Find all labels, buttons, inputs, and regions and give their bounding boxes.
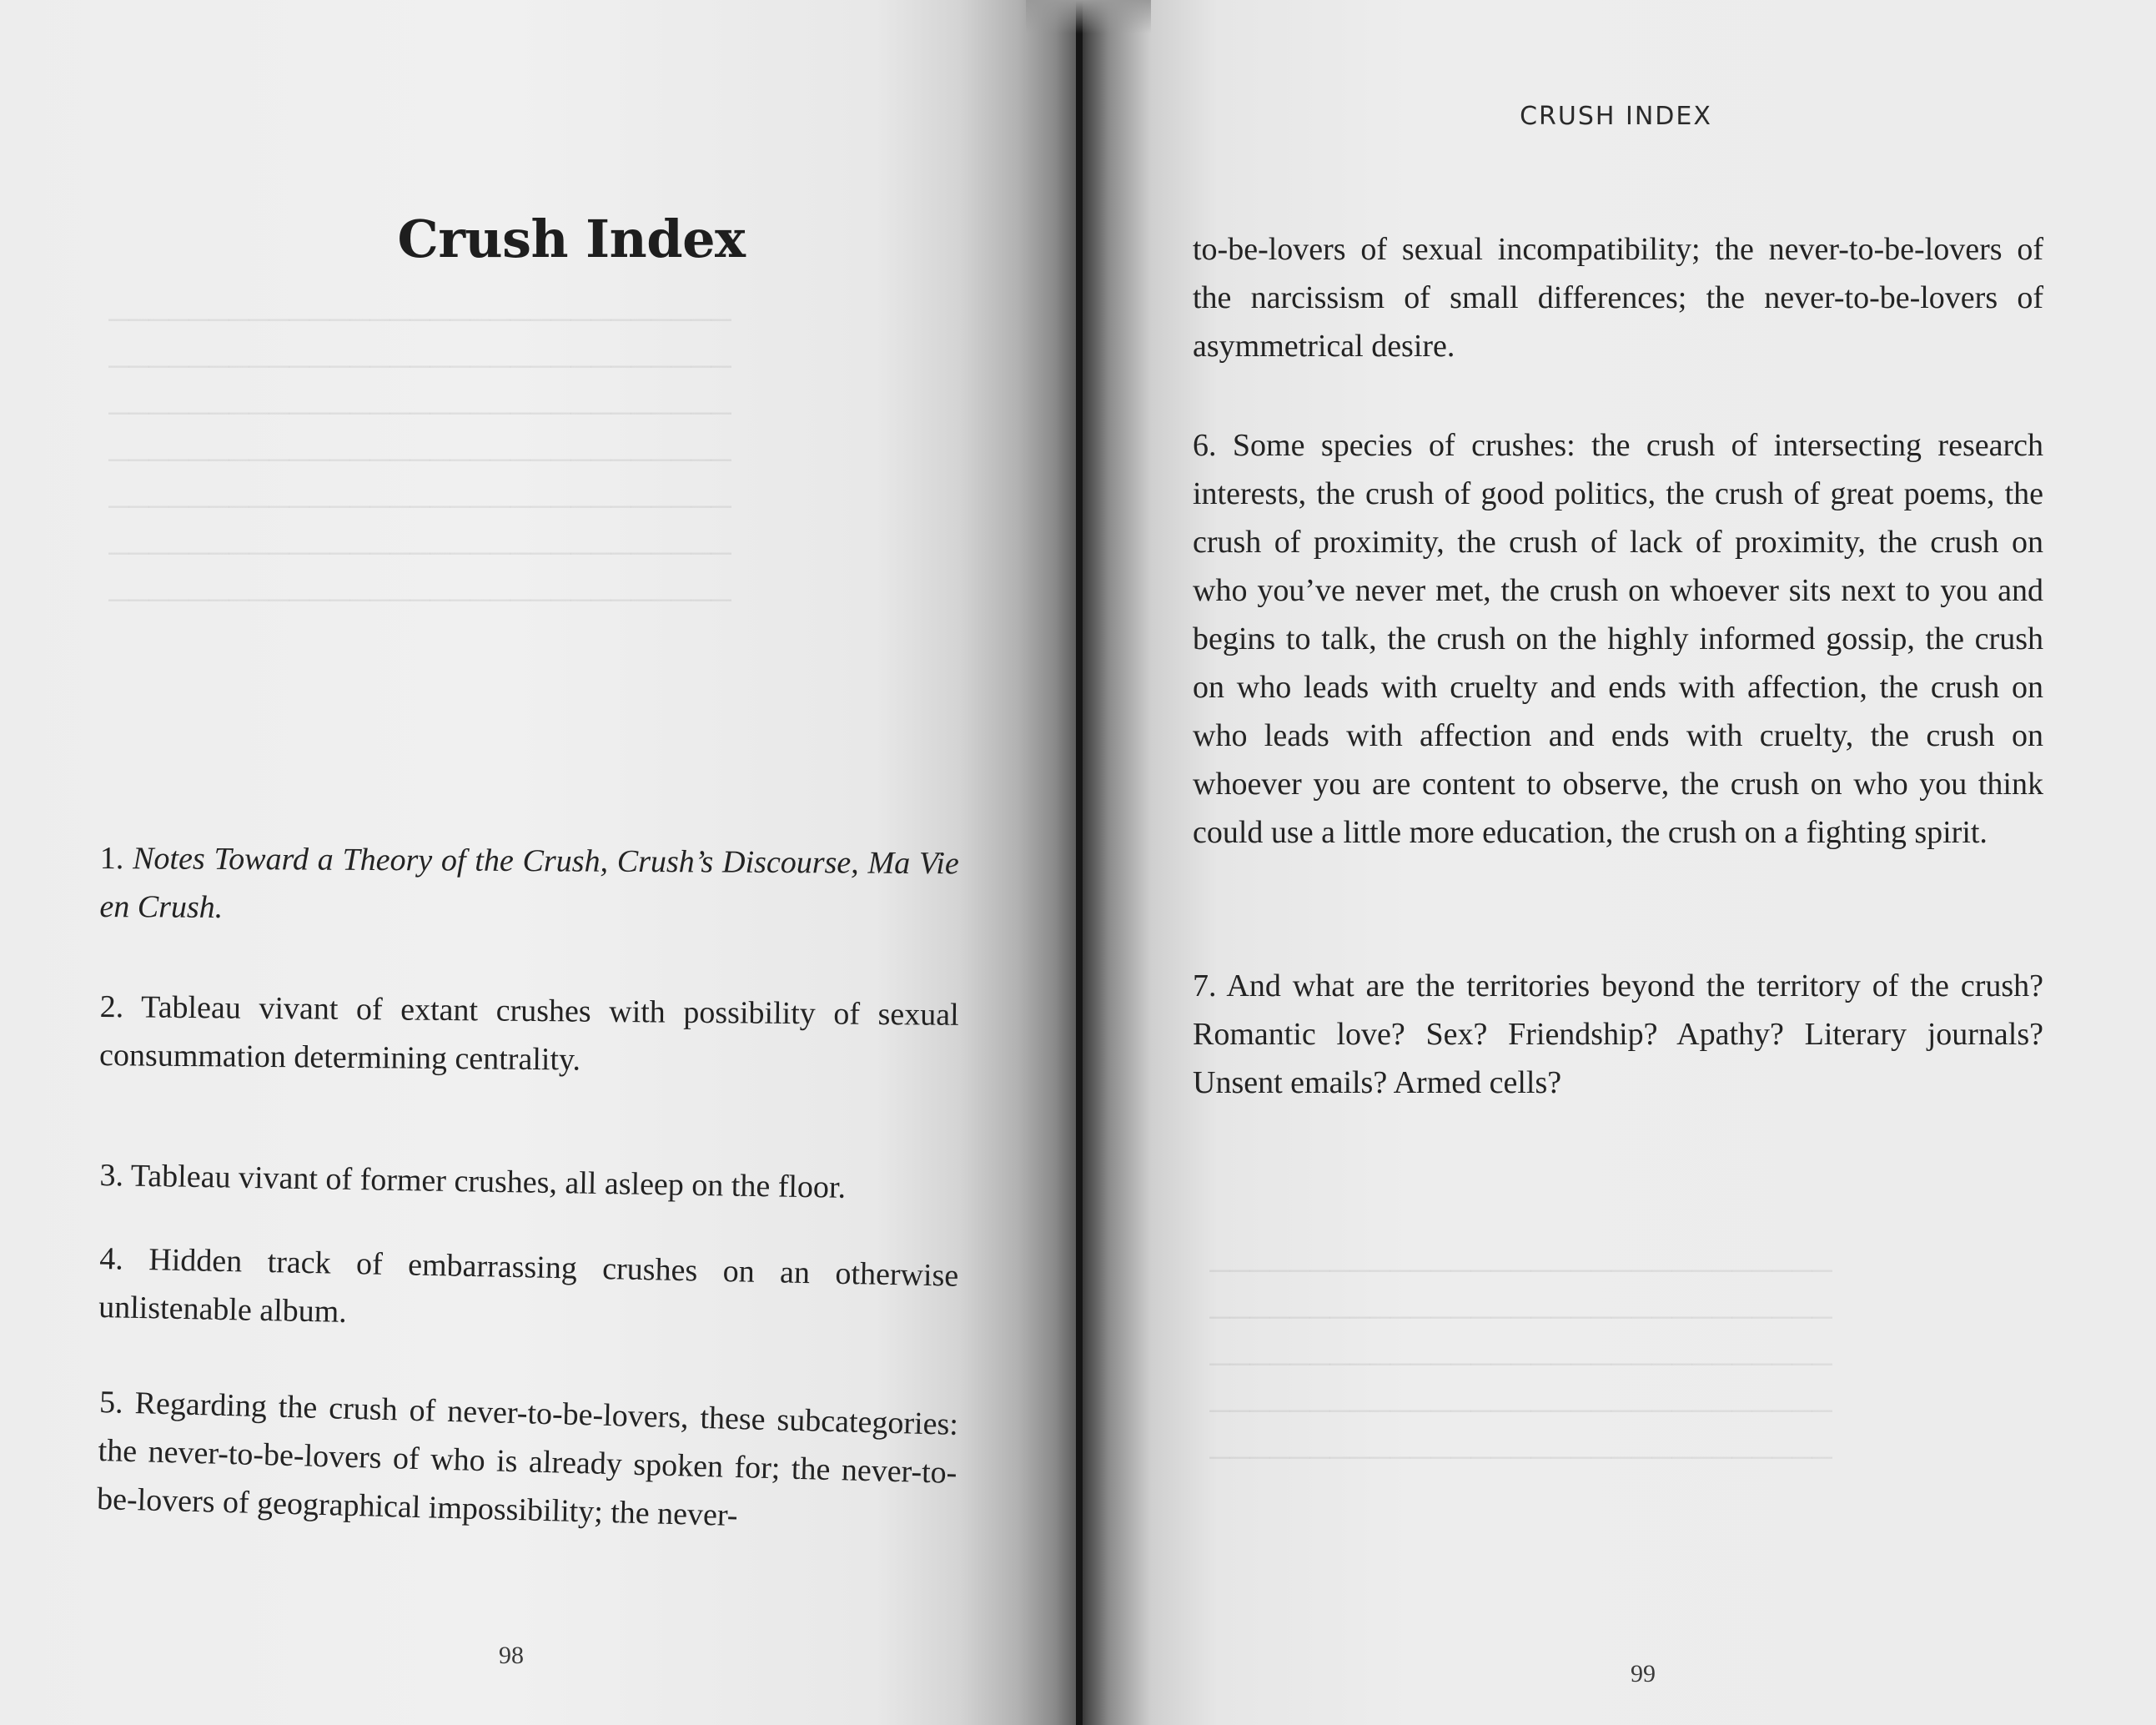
item-number: 1. [99, 840, 133, 877]
index-item-5 [96, 1378, 958, 1546]
page-number-left: 98 [499, 1642, 524, 1669]
item-text: 6. Some species of crushes: the crush of intersecting research interests, the crush of good politics, the crush of great poems, the crush of proximity, the crush of lack of proximity, the crush on who you’ve never met, the crush on whoever sits next to you and begins to talk, the crush on the highly informed gossip, the crush on who leads with cruelty and ends with affection, the crush on who leads with affection and ends with cruelty, the crush on whoever you are content to observe, the crush on who you think could use a little more education, the crush on a fighting spirit. [1193, 428, 2043, 850]
index-item-1 [99, 834, 959, 936]
index-item-6 [1193, 421, 2043, 857]
chapter-title: Crush Index [397, 209, 746, 269]
item-5-continuation [1193, 225, 2043, 370]
item-text: 4. Hidden track of embarrassing crushes on an otherwise unlistenable album. [98, 1240, 959, 1330]
index-item-4 [98, 1235, 959, 1349]
show-through-text: ─────────────────────────────── ─────────────────────────────── ─────────────────────────────── ─────────────────────────────── ─────────────────────────────── ─────────────────────────────── ─────────────────────────────── [108, 304, 731, 616]
item-text: 7. And what are the territories beyond the territory of the crush? Romantic love? Sex? Friendship? Apathy? Literary journals? Unsent emails? Armed cells? [1193, 968, 2043, 1100]
item-text: 3. Tableau vivant of former crushes, all asleep on the floor. [99, 1157, 847, 1205]
gutter-shadow [1026, 0, 1151, 33]
index-item-7 [1193, 962, 2043, 1107]
page-number-right: 99 [1631, 1660, 1656, 1687]
item-text: 5. Regarding the crush of never-to-be-lovers, these subcategories: the never-to-be-lovers of who is already spoken for; the never-to-be-lovers of geographical impossibility; the never- [96, 1384, 959, 1534]
running-head: CRUSH INDEX [1520, 102, 1712, 131]
show-through-text: ─────────────────────────────── ─────────────────────────────── ─────────────────────────────── ─────────────────────────────── ─────────────────────────────── [1209, 1255, 1832, 1473]
item-text: to-be-lovers of sexual incompatibility; the never-to-be-lovers of the narcissism of small differences; the never-to-be-lovers of asymmetrical desire. [1193, 232, 2043, 364]
item-text: 2. Tableau vivant of extant crushes with possibility of sexual consummation determining centrality. [98, 988, 959, 1078]
item-italic-text: Notes Toward a Theory of the Crush, Crush’s Discourse, Ma Vie en Crush. [99, 841, 959, 925]
index-item-2 [99, 983, 959, 1088]
